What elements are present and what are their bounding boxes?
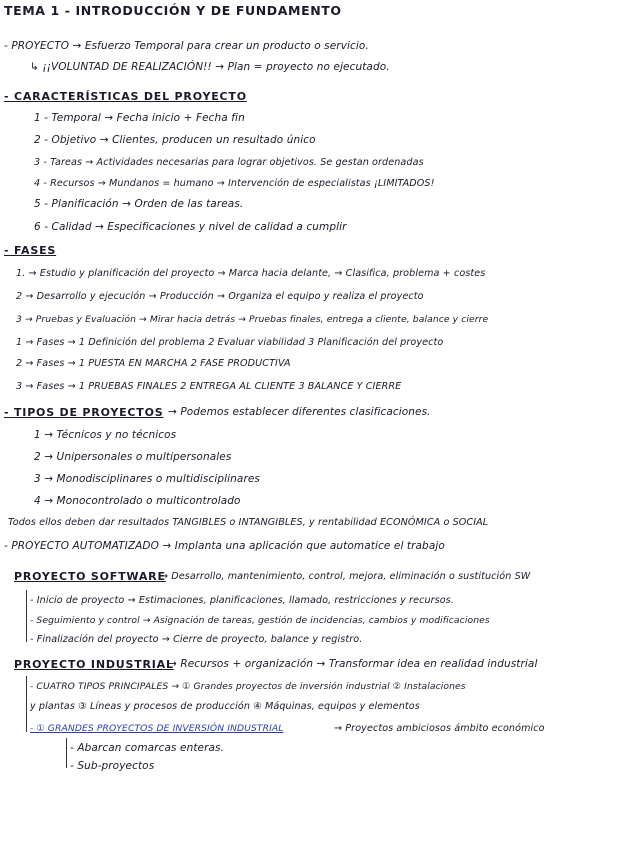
fases-header: - FASES bbox=[4, 244, 57, 257]
grandes-sub-item: - Sub-proyectos bbox=[70, 760, 155, 772]
fase-item: 3 → Fases → 1 PRUEBAS FINALES 2 ENTREGA AL CLIENTE 3 BALANCE Y CIERRE bbox=[16, 381, 402, 392]
industrial-bracket bbox=[26, 676, 27, 732]
proyecto-definition: - PROYECTO → Esfuerzo Temporal para crear un producto o servicio. bbox=[4, 40, 369, 52]
tipo-item: 2 → Unipersonales o multipersonales bbox=[34, 451, 232, 463]
tipo-item: 3 → Monodisciplinares o multidisciplinares bbox=[34, 473, 261, 485]
tipo-item: 1 → Técnicos y no técnicos bbox=[34, 429, 177, 441]
caracteristicas-header: - CARACTERÍSTICAS DEL PROYECTO bbox=[4, 90, 247, 103]
industrial-desc: → Recursos + organización → Transformar idea en realidad industrial bbox=[168, 658, 538, 670]
page-title: TEMA 1 - INTRODUCCIÓN Y DE FUNDAMENTO bbox=[4, 3, 342, 18]
industrial-cuatro-tipos-cont: y plantas ③ Líneas y procesos de producción ④ Máquinas, equipos y elementos bbox=[30, 701, 420, 712]
tipo-item: 4 → Monocontrolado o multicontrolado bbox=[34, 495, 241, 507]
industrial-cuatro-tipos: - CUATRO TIPOS PRINCIPALES → ① Grandes proyectos de inversión industrial ② Instalaciones bbox=[30, 681, 466, 692]
fase-item: 2 → Desarrollo y ejecución → Producción → Organiza el equipo y realiza el proyecto bbox=[16, 291, 424, 302]
grandes-proyectos-header: - ① GRANDES PROYECTOS DE INVERSIÓN INDUSTRIAL bbox=[30, 723, 284, 734]
software-item: - Finalización del proyecto → Cierre de proyecto, balance y registro. bbox=[30, 634, 363, 645]
grandes-proyectos-desc: → Proyectos ambiciosos ámbito económico bbox=[334, 723, 545, 734]
software-bracket bbox=[26, 590, 27, 642]
software-desc: → Desarrollo, mantenimiento, control, mejora, eliminación o sustitución SW bbox=[160, 571, 531, 582]
fase-item: 1 → Fases → 1 Definición del problema 2 Evaluar viabilidad 3 Planificación del proyecto bbox=[16, 337, 444, 348]
caracteristica-item: 3 - Tareas → Actividades necesarias para lograr objetivos. Se gestan ordenadas bbox=[34, 157, 424, 168]
fase-item: 2 → Fases → 1 PUESTA EN MARCHA 2 FASE PRODUCTIVA bbox=[16, 358, 291, 369]
industrial-header: PROYECTO INDUSTRIAL bbox=[14, 658, 174, 671]
software-header: PROYECTO SOFTWARE bbox=[14, 570, 166, 583]
caracteristica-item: 5 - Planificación → Orden de las tareas. bbox=[34, 198, 244, 210]
fase-item: 1. → Estudio y planificación del proyecto → Marca hacia delante, → Clasifica, problema + costes bbox=[16, 268, 486, 279]
software-item: - Inicio de proyecto → Estimaciones, planificaciones, llamado, restricciones y recursos. bbox=[30, 595, 454, 606]
grandes-sub-item: - Abarcan comarcas enteras. bbox=[70, 742, 225, 754]
fase-item: 3 → Pruebas y Evaluación → Mirar hacia detrás → Pruebas finales, entrega a cliente, balance y cierre bbox=[16, 314, 489, 325]
software-item: - Seguimiento y control → Asignación de tareas, gestión de incidencias, cambios y modificaciones bbox=[30, 615, 490, 626]
proyecto-automatizado: - PROYECTO AUTOMATIZADO → Implanta una aplicación que automatice el trabajo bbox=[4, 540, 445, 552]
tipos-intro: → Podemos establecer diferentes clasificaciones. bbox=[168, 406, 431, 418]
caracteristica-item: 4 - Recursos → Mundanos = humano → Intervención de especialistas ¡LIMITADOS! bbox=[34, 178, 435, 189]
tipos-summary: Todos ellos deben dar resultados TANGIBLES o INTANGIBLES, y rentabilidad ECONÓMICA o SOCIAL bbox=[8, 517, 489, 528]
tipos-header: - TIPOS DE PROYECTOS bbox=[4, 406, 164, 419]
caracteristica-item: 1 - Temporal → Fecha inicio + Fecha fin bbox=[34, 112, 245, 124]
caracteristica-item: 6 - Calidad → Especificaciones y nivel de calidad a cumplir bbox=[34, 221, 347, 233]
caracteristica-item: 2 - Objetivo → Clientes, producen un resultado único bbox=[34, 134, 316, 146]
grandes-bracket bbox=[66, 738, 67, 768]
proyecto-voluntad: ↳ ¡¡VOLUNTAD DE REALIZACIÓN!! → Plan = proyecto no ejecutado. bbox=[30, 61, 390, 73]
